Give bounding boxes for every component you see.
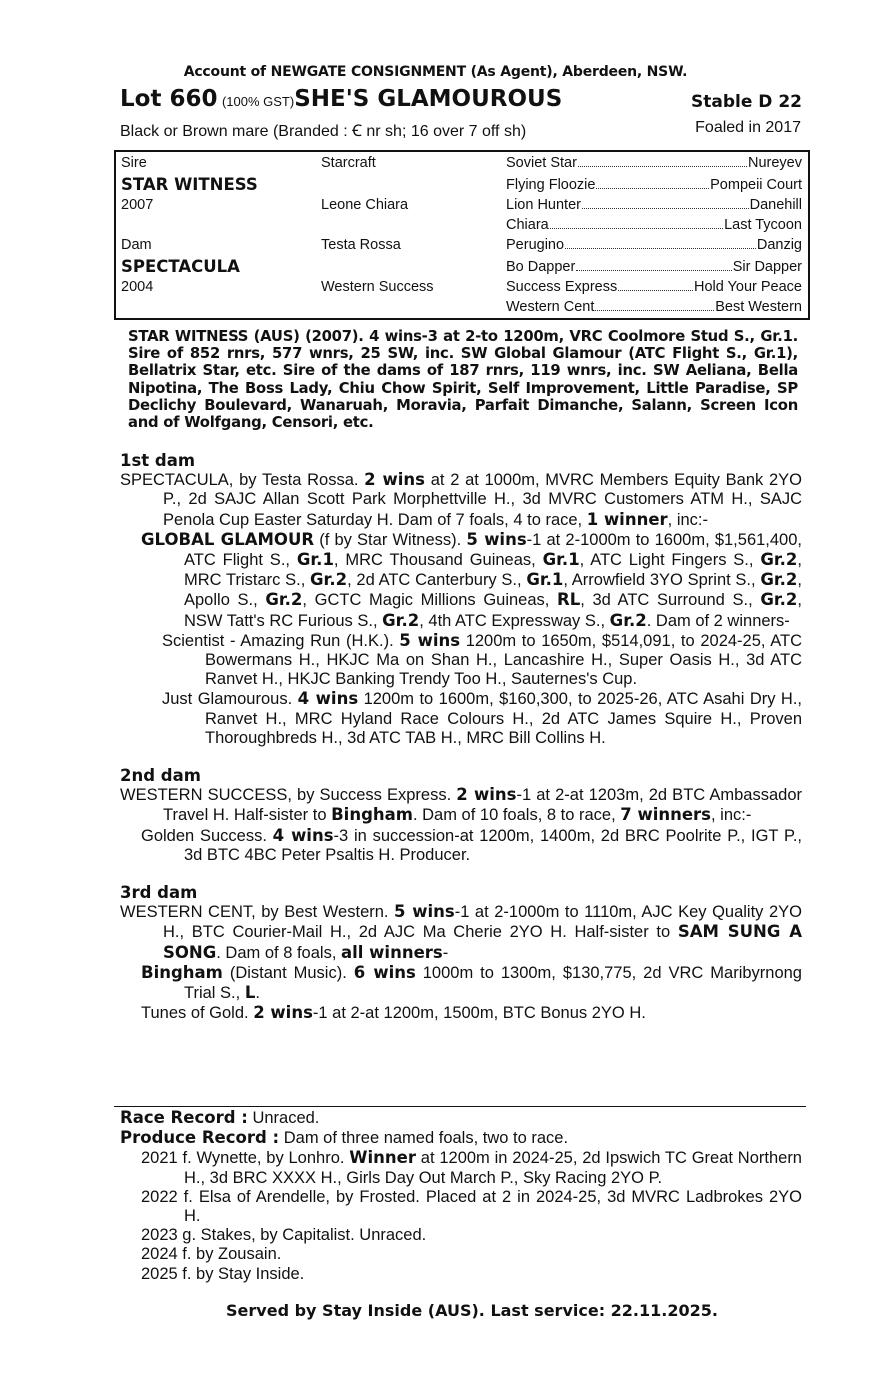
horse-description: Black or Brown mare (Branded : Ꞓ nr sh; 16 over 7 off sh): [120, 123, 527, 140]
service-note: Served by Stay Inside (AUS). Last service: 22.11.2025.: [226, 1301, 718, 1320]
section-divider: [114, 1106, 806, 1107]
sire-name: STAR WITNESS: [121, 175, 258, 194]
pedigree-table: [114, 150, 810, 320]
lot-number: Lot 660: [120, 86, 218, 112]
sire-label: Sire: [121, 155, 147, 171]
female-line: [120, 451, 802, 1023]
third-dam-heading: 3rd dam: [120, 883, 198, 903]
produce-entry: 2023 g. Stakes, by Capitalist. Unraced.: [141, 1226, 427, 1245]
foaled-year: Foaled in 2017: [695, 119, 801, 136]
ancestor-row: Chiara Last Tycoon: [506, 217, 802, 233]
dam-year: 2004: [121, 279, 154, 295]
progeny-entry: GLOBAL GLAMOUR (f by Star Witness). 5 wins-1 at 2-1000m to 1600m, $1,561,400, ATC Flight S., Gr.1, MRC Thousand Guineas, Gr.1, ATC Light Fingers S., Gr.2, MRC Tristarc S., Gr.2, 2d ATC Canterbury S., Gr.1, Arrowfield 3YO Sprint S., Gr.2, Apollo S., Gr.2, GCTC Magic Millions Guineas, RL, 3d ATC Surround S., Gr.2, NSW Tatt's RC Furious S., Gr.2, 4th ATC Expressway S., Gr.2. Dam of 2 winners-: [141, 529, 802, 630]
race-record: Race Record : Unraced.: [120, 1108, 320, 1127]
sire-sire: Starcraft: [321, 155, 376, 171]
consignor-line: Account of NEWGATE CONSIGNMENT (As Agent), Aberdeen, NSW.: [183, 64, 688, 80]
second-dam-entry: WESTERN SUCCESS, by Success Express. 2 wins-1 at 2-at 1203m, 2d BTC Ambassador Travel H. Half-sister to Bingham. Dam of 10 foals, 8 to race, 7 winners, inc:-: [120, 785, 802, 825]
horse-name: SHE'S GLAMOUROUS: [294, 86, 563, 112]
produce-record: Produce Record : Dam of three named foals, two to race.: [120, 1128, 569, 1148]
records-section: [120, 1108, 802, 1284]
dam-sire: Testa Rossa: [321, 237, 401, 253]
brand-mark: Ꞓ: [352, 123, 362, 140]
ancestor-row: Western Cent Best Western: [506, 299, 802, 315]
produce-entry: 2022 f. Elsa of Arendelle, by Frosted. Placed at 2 in 2024-25, 3d MVRC Ladbrokes 2YO H.: [141, 1187, 802, 1226]
sire-dam: Leone Chiara: [321, 197, 409, 213]
second-dam-heading: 2nd dam: [120, 766, 201, 786]
first-dam-heading: 1st dam: [120, 451, 196, 470]
dam-label: Dam: [121, 237, 152, 253]
ancestor-row: Soviet Star Nureyev: [506, 155, 802, 171]
ancestor-row: Flying Floozie Pompeii Court: [506, 177, 802, 193]
dam-dam: Western Success: [321, 279, 434, 295]
dam-name: SPECTACULA: [121, 257, 240, 276]
progeny-entry: Scientist - Amazing Run (H.K.). 5 wins 1200m to 1650m, $514,091, to 2024-25, ATC Bowermans H., HKJC Ma on Shan H., Lancashire H., Super Oasis H., 3d ATC Ranvet H., HKJC Banking Trendy Too H., Sauternes's Cup.: [162, 630, 802, 689]
progeny-entry: Golden Success. 4 wins-3 in succession-at 1200m, 1400m, 2d BRC Poolrite P., IGT P., 3d BTC 4BC Peter Psaltis H. Producer.: [141, 825, 802, 864]
produce-entry: 2024 f. by Zousain.: [141, 1245, 282, 1264]
progeny-entry: Just Glamourous. 4 wins 1200m to 1600m, $160,300, to 2025-26, ATC Asahi Dry H., Ranvet H., MRC Hyland Race Colours H., 2d ATC James Squire H., Proven Thoroughbreds H., 3d ATC TAB H., MRC Bill Collins H.: [162, 689, 802, 747]
gst-note: (100% GST): [221, 94, 295, 109]
lot-heading: [120, 86, 802, 118]
stable-number: Stable D 22: [691, 92, 802, 112]
ancestor-row: Lion Hunter Danehill: [506, 197, 802, 213]
ancestor-row: Success Express Hold Your Peace: [506, 279, 802, 295]
produce-entry: 2025 f. by Stay Inside.: [141, 1264, 305, 1283]
progeny-entry: Bingham (Distant Music). 6 wins 1000m to 1300m, $130,775, 2d VRC Maribyrnong Trial S., L.: [141, 962, 802, 1003]
third-dam-entry: WESTERN CENT, by Best Western. 5 wins-1 at 2-1000m to 1110m, AJC Key Quality 2YO H., BTC Courier-Mail H., 2d AJC Ma Cherie 2YO H. Half-sister to SAM SUNG A SONG. Dam of 8 foals, all winners-: [120, 902, 802, 962]
ancestor-row: Perugino Danzig: [506, 237, 802, 253]
ancestor-row: Bo Dapper Sir Dapper: [506, 259, 802, 275]
produce-entry: 2021 f. Wynette, by Lonhro. Winner at 1200m in 2024-25, 2d Ipswich TC Great Northern H., 3d BRC XXXX H., Girls Day Out March P., Sky Racing 2YO P.: [141, 1148, 802, 1187]
progeny-entry: Tunes of Gold. 2 wins-1 at 2-at 1200m, 1500m, BTC Bonus 2YO H.: [141, 1003, 646, 1023]
sire-summary: STAR WITNESS (AUS) (2007). 4 wins-3 at 2-to 1200m, VRC Coolmore Stud S., Gr.1. Sire of 852 rnrs, 577 wnrs, 25 SW, inc. SW Global Glamour (ATC Flight S., Gr.1), Bellatrix Star, etc. Sire of the dams of 187 rnrs, 119 wnrs, inc. SW Aeliana, Bella Nipotina, The Boss Lady, Chiu Chow Spirit, Self Improvement, Little Paradise, SP Declichy Boulevard, Wanaruah, Moravia, Parfait Dimanche, Salann, Screen Icon and of Wolfgang, Censori, etc.: [128, 328, 798, 432]
first-dam-entry: SPECTACULA, by Testa Rossa. 2 wins at 2 at 1000m, MVRC Members Equity Bank 2YO P., 2d SAJC Allan Scott Park Morphettville H., 3d MVRC Customers ATM H., SAJC Penola Cup Easter Saturday H. Dam of 7 foals, 4 to race, 1 winner, inc:-: [120, 470, 802, 529]
sire-year: 2007: [121, 197, 154, 213]
